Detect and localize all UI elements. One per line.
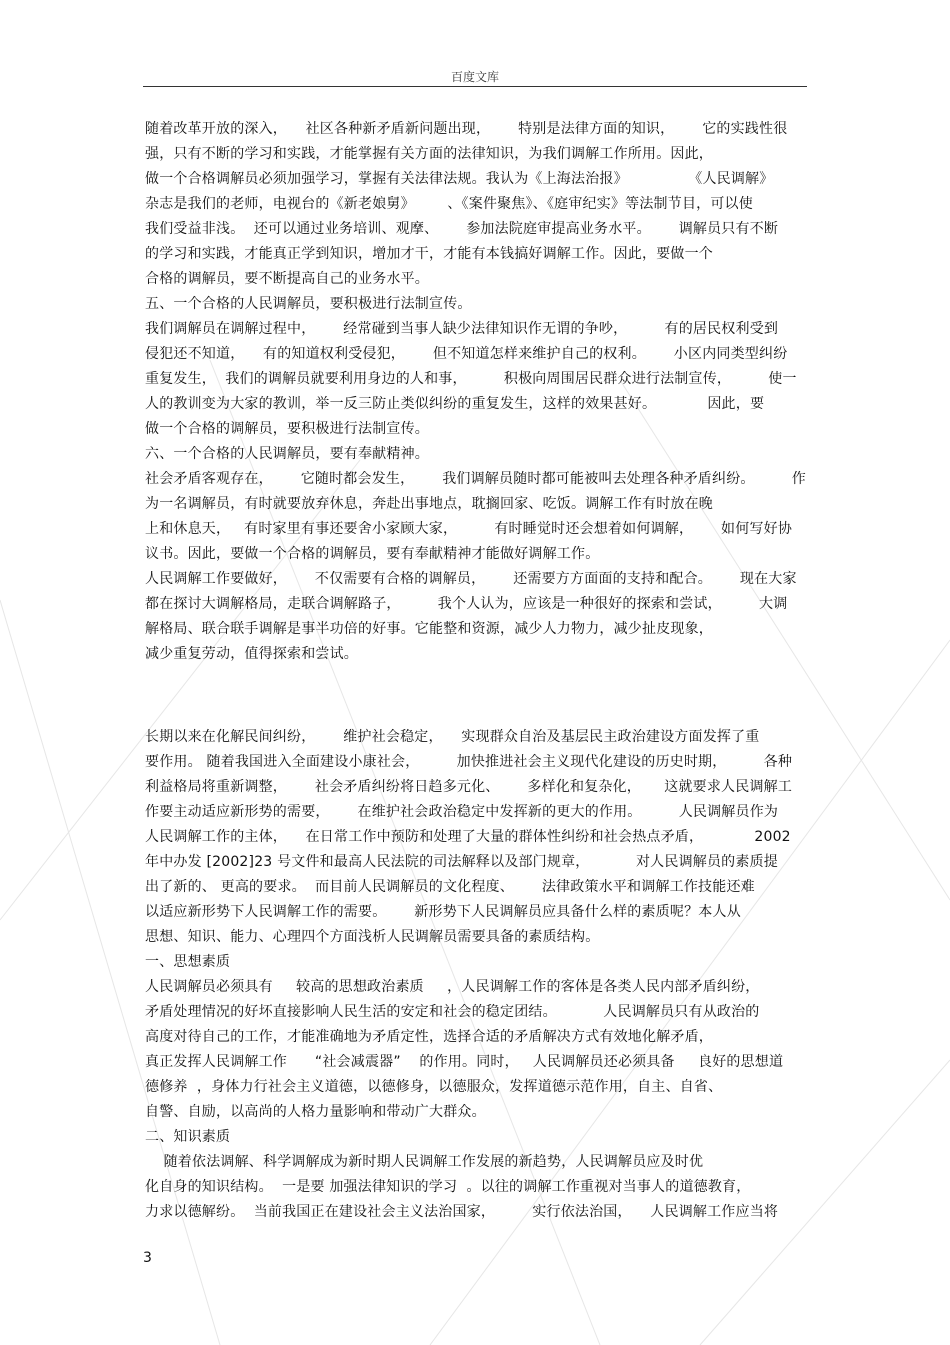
- text-line: 要作用。 随着我国进入全面建设小康社会， 加快推进社会主义现代化建设的历史时期， 各种: [145, 754, 793, 770]
- text-line: 做一个合格的调解员，要积极进行法制宣传。: [145, 421, 429, 437]
- section-heading: 二、知识素质: [145, 1129, 231, 1145]
- paragraph-gap: [145, 667, 815, 725]
- text-line: 思想、知识、能力、心理四个方面浅析人民调解员需要具备的素质结构。: [145, 929, 600, 945]
- text-line: 人民调解工作的主体， 在日常工作中预防和处理了大量的群体性纠纷和社会热点矛盾， 2002: [145, 829, 791, 845]
- text-line: 解格局、联合联手调解是事半功倍的好事。它能整和资源，减少人力物力，减少扯皮现象，: [145, 621, 713, 637]
- header-title: 百度文库: [450, 70, 499, 84]
- text-line: 年中办发 [2002]23 号文件和最高人民法院的司法解释以及部门规章， 对人民调解员的素质提: [145, 854, 778, 870]
- text-line: 矛盾处理情况的好坏直接影响人民生活的安定和社会的稳定团结。 人民调解员只有从政治的: [145, 1004, 760, 1020]
- text-line: 社会矛盾客观存在， 它随时都会发生， 我们调解员随时都可能被叫去处理各种矛盾纠纷。 作: [145, 471, 807, 487]
- text-line: 侵犯还不知道， 有的知道权利受侵犯， 但不知道怎样来维护自己的权利。 小区内同类型纠纷: [145, 346, 788, 362]
- text-line: 随着依法调解、科学调解成为新时期人民调解工作发展的新趋势，人民调解员应及时优: [145, 1154, 704, 1170]
- text-line: 以适应新形势下人民调解工作的需要。 新形势下人民调解员应具备什么样的素质呢？本人从: [145, 904, 741, 920]
- text-line: 力求以德解纷。 当前我国正在建设社会主义法治国家， 实行依法治国， 人民调解工作应当将: [145, 1204, 779, 1220]
- section-heading: 六、一个合格的人民调解员，要有奉献精神。: [145, 446, 429, 462]
- text-line: 随着改革开放的深入， 社区各种新矛盾新问题出现， 特别是法律方面的知识， 它的实践性很: [145, 121, 788, 137]
- text-line: 人民调解工作要做好， 不仅需要有合格的调解员， 还需要方方面面的支持和配合。 现在大家: [145, 571, 797, 587]
- text-line: 出了新的、 更高的要求。 而目前人民调解员的文化程度、 法律政策水平和调解工作技能还难: [145, 879, 755, 895]
- document-body: [145, 117, 815, 1225]
- text-line: 化自身的知识结构。 一是要 加强法律知识的学习 。以往的调解工作重视对当事人的道德教育，: [145, 1179, 751, 1195]
- text-line: 杂志是我们的老师，电视台的《新老娘舅》 、《案件聚焦》、《庭审纪实》等法制节目，可以使: [145, 196, 753, 212]
- text-line: 合格的调解员，要不断提高自己的业务水平。: [145, 271, 429, 287]
- section-heading: 五、一个合格的人民调解员，要积极进行法制宣传。: [145, 296, 472, 312]
- text-line: 我们受益非浅。 还可以通过业务培训、观摩、 参加法院庭审提高业务水平。 调解员只有不断: [145, 221, 779, 237]
- text-line: 德修养 ，身体力行社会主义道德，以德修身，以德服众，发挥道德示范作用，自主、自省、: [145, 1079, 723, 1095]
- text-line: 人民调解员必须具有 较高的思想政治素质 ，人民调解工作的客体是各类人民内部矛盾纠纷，: [145, 979, 760, 995]
- page-number: 3: [143, 1250, 152, 1266]
- text-line: 自警、自励，以高尚的人格力量影响和带动广大群众。: [145, 1104, 486, 1120]
- text-line: 高度对待自己的工作，才能准确地为矛盾定性，选择合适的矛盾解决方式有效地化解矛盾，: [145, 1029, 713, 1045]
- text-line: 强，只有不断的学习和实践，才能掌握有关方面的法律知识，为我们调解工作所用。因此，: [145, 146, 713, 162]
- text-line: 重复发生， 我们的调解员就要利用身边的人和事， 积极向周围居民群众进行法制宣传， 使一: [145, 371, 797, 387]
- text-line: 的学习和实践，才能真正学到知识，增加才干，才能有本钱搞好调解工作。因此，要做一个: [145, 246, 713, 262]
- text-line: 议书。因此，要做一个合格的调解员，要有奉献精神才能做好调解工作。: [145, 546, 600, 562]
- text-line: 利益格局将重新调整， 社会矛盾纠纷将日趋多元化、 多样化和复杂化， 这就要求人民调解工: [145, 779, 793, 795]
- text-line: 人的教训变为大家的教训，举一反三防止类似纠纷的重复发生，这样的效果甚好。 因此，要: [145, 396, 765, 412]
- text-line: 我们调解员在调解过程中， 经常碰到当事人缺少法律知识作无谓的争吵， 有的居民权利受到: [145, 321, 779, 337]
- text-block-1: [145, 117, 815, 667]
- text-line: 做一个合格调解员必须加强学习，掌握有关法律法规。我认为《上海法治报》 《人民调解》: [145, 171, 774, 187]
- text-line: 真正发挥人民调解工作 “社会减震器” 的作用。同时， 人民调解员还必须具备 良好的思想道: [145, 1054, 784, 1070]
- text-line: 为一名调解员，有时就要放弃休息，奔赴出事地点，耽搁回家、吃饭。调解工作有时放在晚: [145, 496, 713, 512]
- text-line: 长期以来在化解民间纠纷， 维护社会稳定， 实现群众自治及基层民主政治建设方面发挥了重: [145, 729, 760, 745]
- text-line: 都在探讨大调解格局，走联合调解路子， 我个人认为，应该是一种很好的探索和尝试， 大调: [145, 596, 788, 612]
- text-line: 作要主动适应新形势的需要， 在维护社会政治稳定中发挥新的更大的作用。 人民调解员作为: [145, 804, 779, 820]
- header-divider: [143, 86, 807, 87]
- text-line: 上和休息天， 有时家里有事还要舍小家顾大家， 有时睡觉时还会想着如何调解， 如何写好协: [145, 521, 793, 537]
- text-block-2: [145, 725, 815, 1225]
- section-heading: 一、思想素质: [145, 954, 231, 970]
- text-line: 减少重复劳动，值得探索和尝试。: [145, 646, 358, 662]
